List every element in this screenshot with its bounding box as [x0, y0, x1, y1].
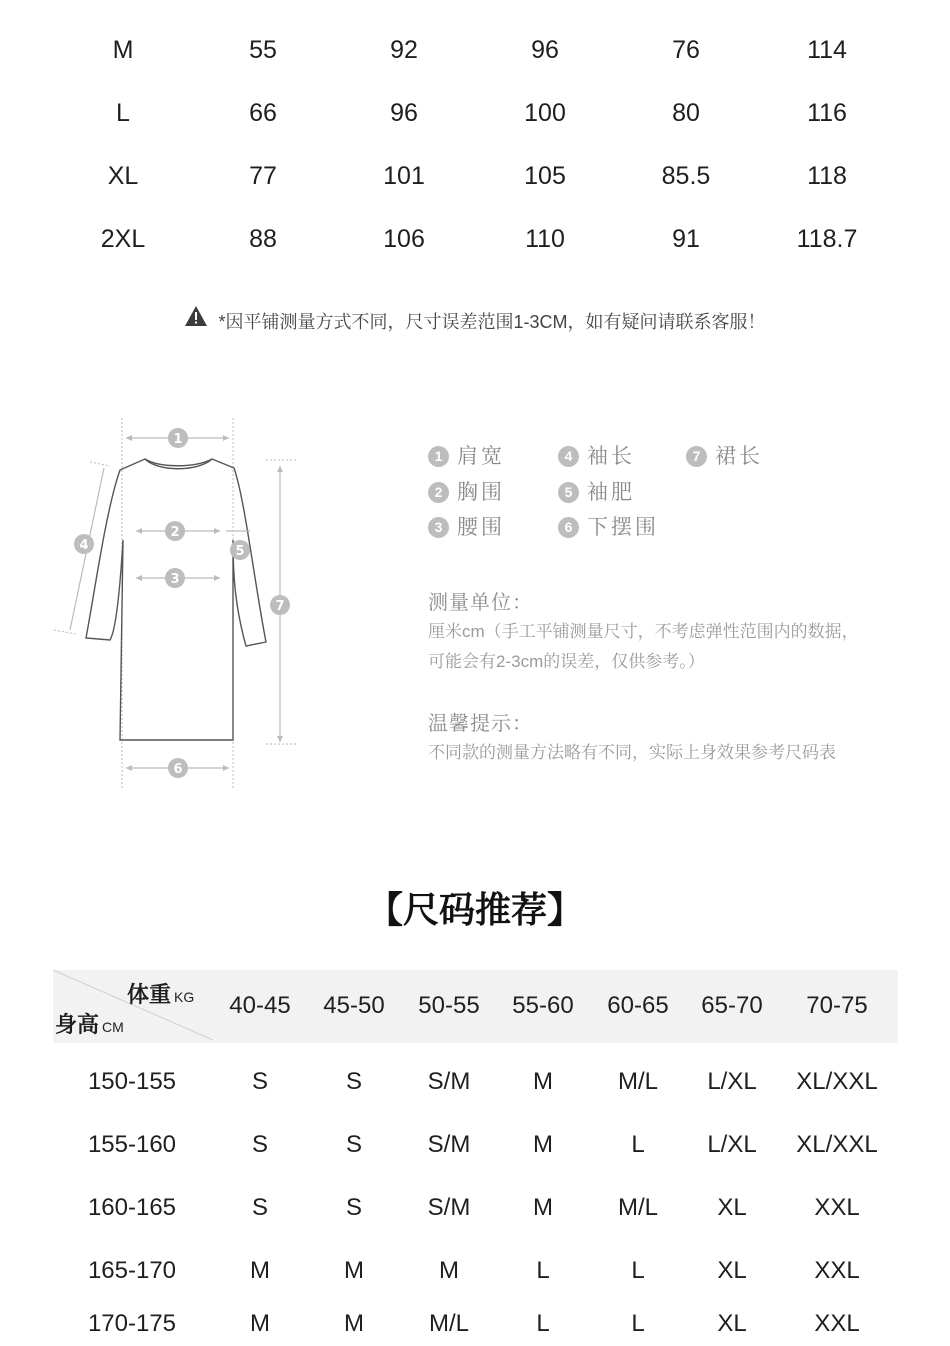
size-cell: 80: [672, 99, 700, 127]
weight-range: 65-70: [701, 992, 763, 1019]
size-cell: S: [251, 1131, 268, 1158]
legend-item: [428, 479, 505, 507]
size-cell: L: [536, 1310, 550, 1337]
marker-6: 6: [173, 762, 183, 777]
table-row: [0, 219, 950, 259]
size-cell: M: [344, 1257, 364, 1284]
height-range: 155-160: [87, 1131, 177, 1158]
size-cell: 114: [807, 36, 847, 64]
tip-text: 不同款的测量方法略有不同，实际上身效果参考尺码表: [428, 743, 836, 762]
legend-label: 下摆围: [587, 516, 659, 539]
size-cell: S: [251, 1068, 268, 1095]
size-cell: S: [345, 1194, 362, 1221]
measure-unit-title: 测量单位：: [428, 592, 533, 614]
height-range: 165-170: [87, 1257, 177, 1284]
size-cell: 118.7: [796, 225, 858, 253]
size-cell: M/L: [617, 1194, 658, 1221]
warning-icon: [184, 305, 208, 337]
height-range: 160-165: [87, 1194, 177, 1221]
table-row: [0, 1125, 950, 1165]
weight-range: 55-60: [512, 992, 574, 1019]
size-cell: L: [631, 1257, 645, 1284]
height-range: 170-175: [87, 1310, 177, 1337]
legend-item: [558, 479, 635, 507]
legend-item: [428, 443, 505, 471]
size-cell: S/M: [427, 1194, 471, 1221]
size-cell: 92: [390, 36, 418, 64]
size-cell: L: [631, 1310, 645, 1337]
size-cell: XL: [717, 1257, 747, 1284]
size-cell: 110: [525, 225, 565, 253]
size-cell: S: [345, 1068, 362, 1095]
size-cell: S: [345, 1131, 362, 1158]
size-cell: 100: [524, 99, 566, 127]
table-row: [0, 1251, 950, 1291]
legend-item: [558, 514, 659, 542]
size-cell: 96: [531, 36, 559, 64]
marker-7: 7: [275, 599, 285, 614]
table-row: [0, 93, 950, 133]
recommend-header: [53, 970, 898, 1043]
legend-label: 袖肥: [587, 481, 635, 504]
size-cell: S/M: [427, 1068, 471, 1095]
size-cell: L: [116, 99, 130, 127]
size-cell: M: [112, 36, 134, 64]
size-cell: M: [533, 1131, 553, 1158]
size-cell: 105: [524, 162, 566, 190]
legend-item: [686, 443, 763, 471]
weight-header: [127, 978, 194, 1009]
size-cell: S/M: [427, 1131, 471, 1158]
size-cell: M: [250, 1257, 270, 1284]
legend-label: 腰围: [457, 516, 505, 539]
table-row: [0, 1304, 950, 1344]
size-cell: 96: [390, 99, 418, 127]
size-cell: XL: [717, 1194, 747, 1221]
size-cell: L/XL: [707, 1068, 757, 1095]
recommend-title: 【尺码推荐】: [366, 889, 583, 930]
marker-2: 2: [170, 525, 180, 540]
legend-number: 6: [558, 517, 579, 538]
table-row: [0, 1062, 950, 1102]
weight-range: 45-50: [323, 992, 385, 1019]
table-row: [0, 1188, 950, 1228]
weight-unit: KG: [174, 989, 195, 1005]
tip-title: 温馨提示：: [428, 713, 533, 735]
legend-label: 裙长: [715, 445, 763, 468]
height-unit: CM: [102, 1019, 124, 1035]
legend-item: [428, 514, 505, 542]
marker-4: 4: [79, 538, 89, 553]
legend-number: 3: [428, 517, 449, 538]
marker-3: 3: [170, 572, 180, 587]
weight-range: 70-75: [806, 992, 868, 1019]
size-cell: XXL: [814, 1194, 860, 1221]
legend-number: 1: [428, 446, 449, 467]
size-cell: XXL: [814, 1310, 860, 1337]
size-cell: 66: [249, 99, 277, 127]
size-cell: 2XL: [100, 225, 146, 253]
size-cell: L: [631, 1131, 645, 1158]
size-cell: M: [533, 1194, 553, 1221]
measurement-note: [0, 306, 950, 338]
height-label: 身高: [55, 1012, 100, 1037]
height-header: [55, 1008, 124, 1039]
legend-item: [558, 443, 635, 471]
dress-outline: [40, 410, 310, 800]
legend-label: 胸围: [457, 481, 505, 504]
size-cell: 116: [807, 99, 847, 127]
legend-number: 2: [428, 482, 449, 503]
legend-label: 肩宽: [457, 445, 505, 468]
size-cell: L/XL: [707, 1131, 757, 1158]
table-row: [0, 156, 950, 196]
size-cell: S: [251, 1194, 268, 1221]
weight-label: 体重: [127, 982, 172, 1007]
legend-number: 4: [558, 446, 579, 467]
size-cell: 85.5: [661, 162, 711, 190]
size-cell: 55: [249, 36, 277, 64]
size-cell: XL: [107, 162, 139, 190]
size-cell: 118: [807, 162, 847, 190]
size-cell: L: [536, 1257, 550, 1284]
dress-diagram: [40, 410, 310, 800]
size-cell: M: [533, 1068, 553, 1095]
size-cell: M/L: [617, 1068, 658, 1095]
size-cell: XL/XXL: [796, 1131, 878, 1158]
marker-1: 1: [173, 432, 183, 447]
size-cell: M: [250, 1310, 270, 1337]
size-cell: M/L: [428, 1310, 469, 1337]
size-cell: M: [344, 1310, 364, 1337]
note-text: *因平铺测量方式不同，尺寸误差范围1-3CM，如有疑问请联系客服！: [218, 312, 766, 332]
size-cell: 77: [249, 162, 277, 190]
legend-number: 5: [558, 482, 579, 503]
size-cell: XXL: [814, 1257, 860, 1284]
marker-5: 5: [235, 544, 245, 559]
weight-range: 60-65: [607, 992, 669, 1019]
measure-unit-line2: 可能会有2-3cm的误差，仅供参考。）: [428, 652, 705, 671]
size-cell: 106: [383, 225, 425, 253]
height-range: 150-155: [87, 1068, 177, 1095]
size-cell: 88: [249, 225, 277, 253]
size-cell: XL/XXL: [796, 1068, 878, 1095]
measure-unit-line1: 厘米cm（手工平铺测量尺寸，不考虑弹性范围内的数据，: [428, 622, 859, 641]
legend-label: 袖长: [587, 445, 635, 468]
size-cell: M: [439, 1257, 459, 1284]
size-cell: 91: [672, 225, 700, 253]
size-cell: 101: [383, 162, 425, 190]
size-cell: 76: [672, 36, 700, 64]
legend-number: 7: [686, 446, 707, 467]
table-row: [0, 30, 950, 70]
size-cell: XL: [717, 1310, 747, 1337]
weight-range: 50-55: [418, 992, 480, 1019]
weight-range: 40-45: [229, 992, 291, 1019]
